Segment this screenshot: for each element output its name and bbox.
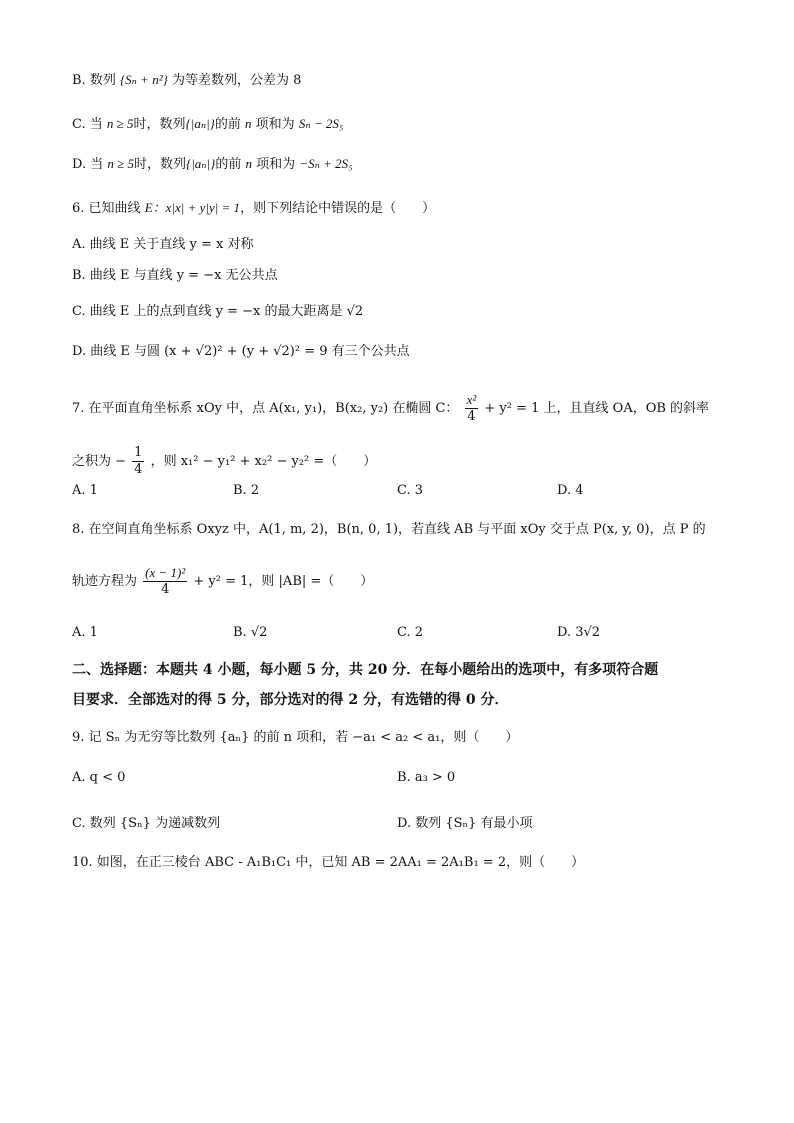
numerator: 1 [134,445,143,460]
text: 的前 [214,117,241,132]
q7-option-d: D. 4 [557,483,584,498]
q10-stem: 10. 如图，在正三棱台 ABC - A₁B₁C₁ 中，已知 AB = 2AA₁ = 2A₁B₁ = 2，则（ ） [72,855,585,870]
text: 项和为 [255,117,295,132]
fraction [465,392,479,425]
math: ：x|x| + y|y| = 1 [152,200,241,215]
q6-option-d: D. 曲线 E 与圆 (x + √2)² + (y + √2)² = 9 有三个公共点 [72,344,410,359]
fraction [132,445,144,478]
text: ，则 x₁² − y₁² + x₂² − y₂² =（ ） [150,454,377,469]
math: Sₙ − 2S₅ [298,116,344,131]
fraction [143,565,187,598]
math: {Sₙ + n²} [119,72,168,87]
q7-option-c: C. 3 [397,483,424,498]
q9-option-b: B. a₃ > 0 [397,770,456,785]
q6-option-b: B. 曲线 E 与直线 y = −x 无公共点 [72,268,278,283]
text: + y² = 1，则 |AB| =（ ） [193,574,374,589]
section2-header-line1: 二、选择题：本题共 4 小题，每小题 5 分，共 20 分．在每小题给出的选项中，有多项符合题 [72,662,659,678]
numerator: x² [466,392,477,407]
math: {|aₙ|} [186,156,216,171]
q7-stem-line1 [72,392,709,425]
section2-header-line2: 目要求．全部选对的得 5 分，部分选对的得 2 分，有选错的得 0 分． [72,692,509,708]
q8-option-c: C. 2 [397,625,424,640]
math: E [144,200,153,215]
math: n [245,116,252,131]
q8-stem-line2 [72,565,373,598]
text: 6. 已知曲线 [72,201,141,216]
text: 为等差数列，公差为 8 [171,73,302,88]
math: n ≥ 5 [106,116,134,131]
text: 项和为 [256,157,296,172]
math: −Sₙ + 2S₅ [299,156,353,171]
denominator: 4 [467,409,476,424]
label: B. 数列 [72,73,116,88]
numerator: (x − 1)² [145,565,186,580]
label: C. 当 [72,117,103,132]
q5-option-c [72,114,343,135]
text: + y² = 1 上，且直线 OA，OB 的斜率 [484,401,710,416]
q8-option-a: A. 1 [72,625,98,640]
text: 时，数列 [134,157,187,172]
text: 时，数列 [133,117,186,132]
q9-option-c: C. 数列 {Sₙ} 为递减数列 [72,816,221,831]
q6-stem [72,198,435,219]
denominator: 4 [161,582,170,597]
q5-option-d [72,154,353,175]
q9-option-a: A. q < 0 [72,770,126,785]
q7-option-b: B. 2 [233,483,260,498]
math: n ≥ 5 [107,156,135,171]
q5-option-b [72,70,301,91]
q8-option-d: D. 3√2 [557,625,601,640]
math: {|aₙ|} [185,116,215,131]
q7-stem-line2 [72,445,376,478]
label: D. 当 [72,157,104,172]
q9-stem: 9. 记 Sₙ 为无穷等比数列 {aₙ} 的前 n 项和，若 −a₁ < a₂ < a₁，则（ ） [72,730,519,745]
math: n [245,156,253,171]
text: 的前 [215,157,242,172]
text: ，则下列结论中错误的是（ ） [240,201,436,216]
denominator: 4 [134,462,143,477]
q6-option-a: A. 曲线 E 关于直线 y = x 对称 [72,237,254,252]
q8-option-b: B. √2 [233,625,268,640]
text: 轨迹方程为 [72,574,138,589]
q6-option-c: C. 曲线 E 上的点到直线 y = −x 的最大距离是 √2 [72,304,364,319]
q8-stem-line1: 8. 在空间直角坐标系 Oxyz 中，A(1, m, 2)，B(n, 0, 1)，若直线 AB 与平面 xOy 交于点 P(x, y, 0)，点 P 的 [72,522,706,537]
q9-option-d: D. 数列 {Sₙ} 有最小项 [397,816,533,831]
text: 之积为 − [72,454,127,469]
text: 7. 在平面直角坐标系 xOy 中，点 A(x₁, y₁)，B(x₂, y₂) 在椭圆 C： [72,401,459,416]
q7-option-a: A. 1 [72,483,98,498]
